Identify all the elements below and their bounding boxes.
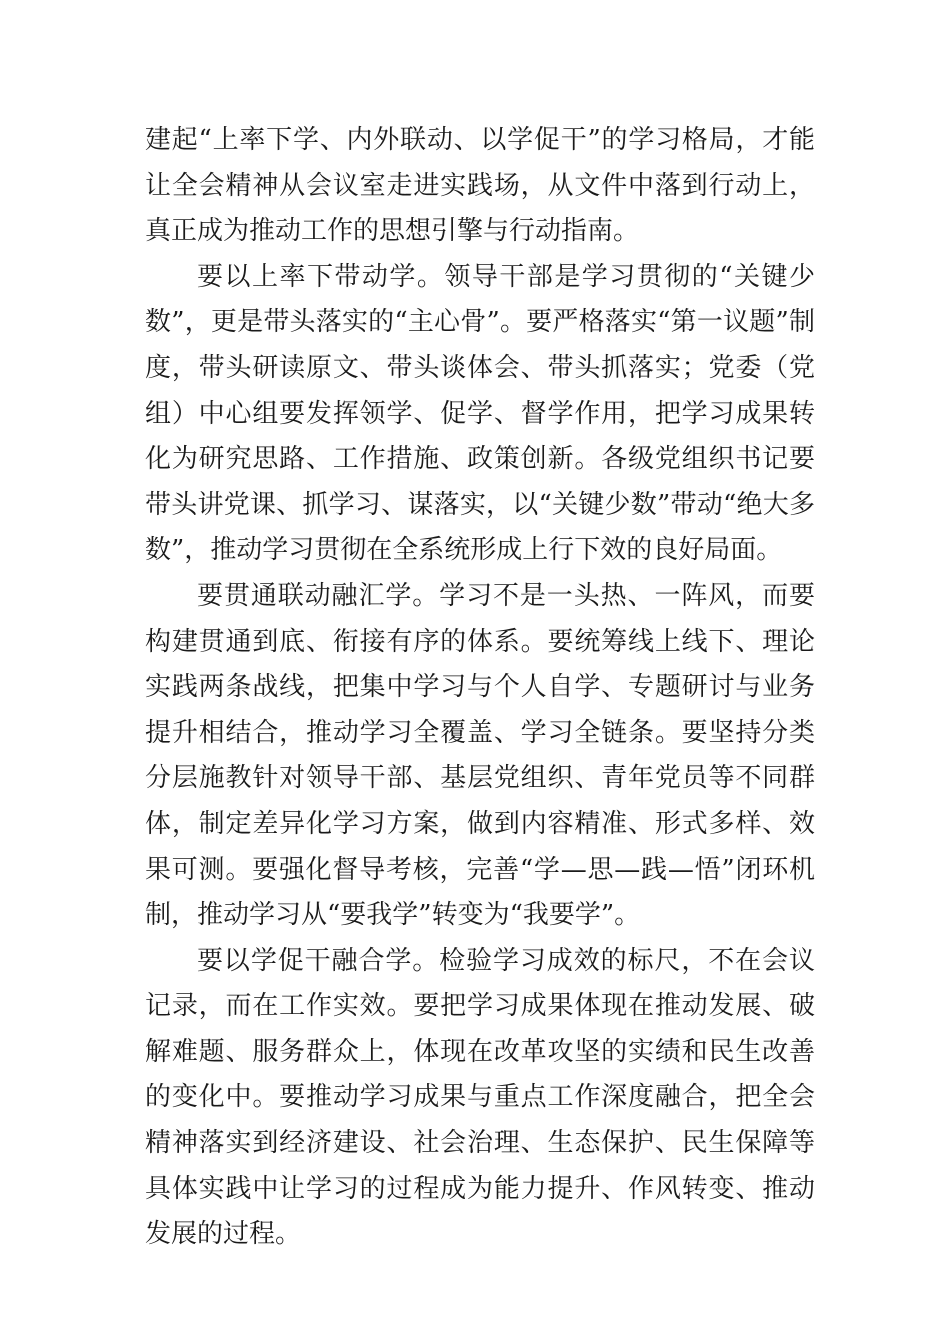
document-body — [145, 118, 815, 1258]
paragraph-lead-by-example: 要以上率下带动学。领导干部是学习贯彻的“关键少数”，更是带头落实的“主心骨”。要严格落实“第一议题”制度，带头研读原文、带头谈体会、带头抓落实；党委（党组）中心组要发挥领学、促学、督学作用，把学习成果转化为研究思路、工作措施、政策创新。各级党组织书记要带头讲党课、抓学习、谋落实，以“关键少数”带动“绝大多数”，推动学习贯彻在全系统形成上行下效的良好局面。 — [145, 261, 815, 566]
paragraph-integrated-learning: 要贯通联动融汇学。学习不是一头热、一阵风，而要构建贯通到底、衔接有序的体系。要统筹线上线下、理论实践两条战线，把集中学习与个人自学、专题研讨与业务提升相结合，推动学习全覆盖、学习全链条。要坚持分类分层施教针对领导干部、基层党组织、青年党员等不同群体，制定差异化学习方案，做到内容精准、形式多样、效果可测。要强化督导考核，完善“学—思—践—悟”闭环机制，推动学习从“要我学”转变为“我要学”。 — [145, 580, 815, 931]
paragraph-learning-into-practice: 要以学促干融合学。检验学习成效的标尺，不在会议记录，而在工作实效。要把学习成果体现在推动发展、破解难题、服务群众上，体现在改革攻坚的实绩和民生改善的变化中。要推动学习成果与重点工作深度融合，把全会精神落实到经济建设、社会治理、生态保护、民生保障等具体实践中让学习的过程成为能力提升、作风转变、推动发展的过程。 — [145, 945, 815, 1250]
paragraph-continuation: 建起“上率下学、内外联动、以学促干”的学习格局，才能让全会精神从会议室走进实践场，从文件中落到行动上，真正成为推动工作的思想引擎与行动指南。 — [145, 125, 815, 247]
